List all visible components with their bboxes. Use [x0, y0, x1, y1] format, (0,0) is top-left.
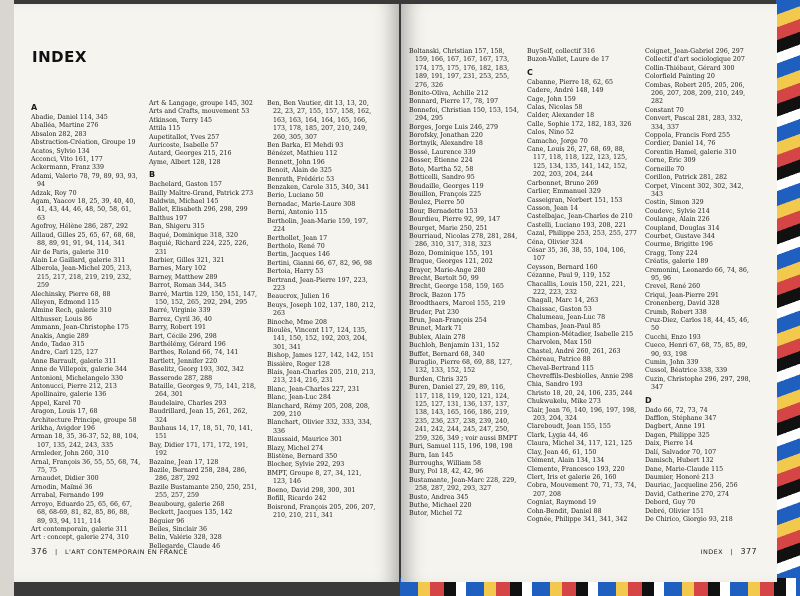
page-number: 377: [740, 547, 757, 556]
index-entry: Buffet, Bernard 68, 340: [409, 350, 485, 358]
index-entry: Ballet, Elisabeth 296, 298, 299: [149, 206, 248, 214]
index-entry: Buren, Daniel 27, 29, 89, 116, 117, 118, 119, 120, 121, 124, 125, 127, 131, 136, 137, 137, 138, 143, 165, 166, 186, 219, 235, 236, 237, 238, 239, 240, 241, 242, 244, 245, 247, 250, 259, 326, 349 ; voir aussi BMPT: [409, 384, 518, 442]
index-entry: Calder, Alexander 18: [527, 112, 595, 120]
index-entry: Boltanski, Christian 157, 158, 159, 166, 167, 167, 167, 173, 174, 175, 175, 176, 182, 183, 189, 191, 197, 231, 253, 255, 276, 326: [409, 48, 510, 89]
index-entry: Casson, Jean 14: [527, 204, 578, 212]
index-entry: Béguier 96: [149, 517, 185, 525]
index-entry: Bernadac, Marie-Laure 308: [267, 200, 356, 208]
index-entry: Ayme, Albert 128, 128: [149, 158, 221, 166]
index-entry: Costin, Simon 329: [645, 199, 704, 207]
index-entry: BuySelf, collectif 316: [527, 48, 595, 55]
index-entry: Champion-Métadier, Isabelle 215: [527, 331, 634, 338]
index-entry: Calle, Sophie 172, 182, 183, 326: [527, 120, 632, 128]
index-entry: Boeno, David 298, 300, 301: [267, 486, 356, 494]
index-entry: Bertholo, René 70: [267, 242, 325, 250]
index-entry: Arroyo, Eduardo 25, 65, 66, 67, 68, 68-69, 81, 82, 85, 86, 88, 89, 93, 94, 111, 114: [31, 500, 133, 525]
index-entry: Corpet, Vincent 302, 302, 342, 343: [645, 182, 744, 198]
index-entry: Alechinsky, Pierre 68, 88: [31, 290, 111, 298]
index-entry: Bauhaus 14, 17, 18, 51, 70, 141, 151: [149, 425, 253, 441]
index-entry: Coppola, Francis Ford 255: [645, 132, 731, 140]
index-entry: Buri, Samuel 115, 196, 198, 198: [409, 443, 513, 451]
index-entry: Daix, Pierre 14: [645, 440, 694, 448]
index-entry: Cueco, Henri 67, 68, 75, 85, 89, 90, 93, 198: [645, 342, 748, 358]
index-entry: Arts and Crafts, mouvement 53: [149, 108, 250, 116]
index-entry: Armleder, John 260, 310: [31, 450, 109, 458]
index-entry: Abstraction-Création, Groupe 19: [31, 139, 136, 147]
index-entry: Clemente, Francesco 193, 220: [527, 465, 625, 473]
index-entry: Brecht, Bertolt 50, 99: [409, 274, 479, 282]
index-entry: Clair, Jean 76, 140, 196, 197, 198, 203, 204, 324: [527, 406, 637, 423]
index-entry: Brunet, Mark 71: [409, 325, 463, 333]
index-entry: Binoche, Mme 208: [267, 318, 327, 326]
index-entry: Bertoia, Harry 53: [267, 268, 324, 276]
index-entry: Carbonnet, Bruno 269: [527, 179, 599, 187]
index-entry: Cézanne, Paul 9, 119, 152: [527, 272, 611, 280]
index-entry: Blazy, Michel 274: [267, 444, 324, 452]
index-entry: Bouillon, François 225: [409, 190, 482, 198]
index-entry: Blaussaid, Maurice 301: [267, 436, 343, 444]
index-entry: Bataille, Georges 9, 75, 141, 218, 264, 301: [149, 383, 257, 399]
section-letter: D: [645, 395, 652, 405]
running-head: L'ART CONTEMPORAIN EN FRANCE: [65, 548, 188, 556]
index-entry: Chagall, Marc 14, 263: [527, 297, 599, 305]
index-entry: Blistène, Bernard 350: [267, 453, 338, 461]
index-entry: Barney, Matthew 289: [149, 273, 218, 281]
index-entry: Corne, Éric 309: [645, 157, 696, 165]
index-entry: Ben, Ben Vautier, dit 13, 13, 20, 22, 23, 27, 155, 157, 158, 162, 163, 163, 164, 164, 165, 166, 173, 178, 185, 207, 210, 249, 260, 305, 307: [267, 100, 372, 141]
index-entry: Bozo, Dominique 155, 191: [409, 249, 494, 257]
index-entry: Blanc, Jean-Charles 227, 231: [267, 385, 360, 393]
index-entry: Anne Barrault, galerie 311: [31, 357, 117, 365]
index-entry: Crumb, Robert 338: [645, 308, 707, 316]
index-entry: Bour, Bernadette 153: [409, 207, 478, 215]
index-entry: Absalon 282, 283: [31, 130, 87, 138]
index-entry: Chéreau, Patrice 88: [527, 356, 591, 364]
index-entry: Ackermann, Franz 339: [31, 164, 104, 172]
index-entry: Blanc, Jean-Luc 284: [267, 394, 331, 402]
index-entry: Dalí, Salvador 70, 107: [645, 448, 717, 456]
index-entry: Bart, Cécile 296, 298: [149, 332, 217, 340]
index-entry: Cucchi, Enzo 193: [645, 333, 701, 341]
index-entry: Barbier, Gilles 321, 321: [149, 256, 225, 264]
index-entry: Ban, Shigeru 315: [149, 223, 205, 231]
index-entry: Bertini, Gianni 66, 67, 82, 96, 98: [267, 259, 372, 267]
index-entry: Brock, Bazon 175: [409, 291, 466, 299]
right-page: [401, 4, 777, 582]
index-entry: Alberola, Jean-Michel 205, 213, 215, 217, 218, 219, 219, 232, 259: [31, 265, 132, 290]
index-entry: Céna, Olivier 324: [527, 238, 583, 246]
index-entry: Coudevc, Sylvie 214: [645, 207, 710, 215]
index-entry: Air de Paris, galerie 310: [31, 248, 109, 256]
index-entry: Brayer, Marie-Ange 280: [409, 266, 486, 274]
index-entry: Burroughs, William 58: [409, 459, 482, 467]
index-entry: Art & Langage, groupe 145, 302: [149, 100, 253, 107]
index-entry: Camacho, Jorge 70: [527, 137, 588, 145]
index-entry: Basserode 287, 288: [149, 374, 213, 382]
decorative-background: [776, 0, 800, 596]
index-entry: Aballéa, Martine 276: [31, 122, 99, 130]
index-entry: Cussol, Béatrice 338, 339: [645, 367, 728, 375]
index-entry: Alain Le Gaillard, galerie 311: [31, 256, 126, 264]
index-entry: Courbet, Gustave 344: [645, 232, 715, 240]
index-entry: Arnal, François 36, 55, 55, 68, 74, 75, 75: [31, 458, 141, 475]
index-entry: Blocher, Sylvie 292, 293: [267, 461, 345, 469]
index-entry: Baquié, Richard 224, 225, 226, 231: [149, 240, 249, 256]
left-index-columns: [31, 100, 377, 551]
index-entry: Anakis, Angie 289: [31, 332, 89, 340]
index-entry: BMPT, Groupe 8, 27, 34, 121, 123, 146: [267, 469, 362, 486]
index-entry: Barnes, Mary 102: [149, 265, 207, 273]
index-entry: Adami, Valerio 78, 79, 89, 93, 93, 94: [31, 172, 138, 189]
index-entry: Beaubourg, galerie 268: [149, 500, 225, 508]
index-entry: Ben Barka, El Mehdi 93: [267, 142, 344, 150]
running-head: INDEX: [700, 548, 723, 556]
index-entry: Bishop, James 127, 142, 142, 151: [267, 352, 375, 360]
index-entry: Ammann, Jean-Christophe 175: [31, 324, 129, 332]
right-footer: [701, 547, 757, 556]
index-entry: Bonnard, Pierre 17, 78, 197: [409, 98, 499, 106]
index-entry: Butor, Michel 72: [409, 510, 463, 518]
index-entry: Castelli, Luciano 193, 208, 221: [527, 221, 627, 229]
index-entry: Cane, Louis 26, 27, 68, 69, 88, 117, 118, 118, 122, 123, 125, 125, 134, 135, 141, 142, 152, 202, 203, 204, 244: [527, 146, 628, 179]
index-entry: Corillon, Patrick 281, 282: [645, 174, 728, 182]
index-entry: Castelbajac, Jean-Charles de 210: [527, 213, 633, 221]
section-letter: B: [149, 170, 156, 180]
index-entry: Carlier, Emmanuel 329: [527, 188, 601, 196]
index-entry: Charvolen, Max 150: [527, 339, 592, 347]
index-entry: Blanchard, Rémy 205, 208, 208, 209, 210: [267, 402, 370, 419]
index-entry: Berthollet, Jean 17: [267, 234, 328, 242]
page-number: 376: [31, 547, 48, 556]
index-entry: Bourget, Marie 250, 251: [409, 224, 488, 232]
index-entry: Baldwin, Michael 145: [149, 198, 219, 206]
left-page: [14, 4, 399, 582]
index-entry: Criqui, Jean-Pierre 291: [645, 291, 719, 299]
index-entry: Braque, Georges 121, 202: [409, 258, 493, 266]
index-entry: Beuys, Joseph 102, 137, 180, 212, 263: [267, 301, 376, 318]
index-entry: Créatis, galerie 189: [645, 258, 709, 266]
index-column: [409, 48, 519, 524]
index-entry: Bertrand, Jean-Pierre 197, 223, 223: [267, 276, 368, 292]
index-entry: Art contemporain, galerie 311: [31, 525, 128, 533]
index-entry: Bourdieu, Pierre 92, 99, 147: [409, 216, 501, 224]
book-cover-edge: [0, 0, 14, 596]
index-entry: Dane, Marie-Claude 115: [645, 465, 724, 473]
index-entry: Blanchart, Olivier 332, 333, 334, 336: [267, 419, 372, 435]
index-entry: Ceysson, Bernard 160: [527, 263, 598, 271]
index-entry: Burn, Ian 145: [409, 451, 454, 459]
index-entry: Bazaine, Jean 17, 128: [149, 458, 219, 466]
index-entry: Chalumeau, Jean-Luc 78: [527, 314, 606, 322]
index-entry: Ando, Tadao 315: [31, 340, 85, 348]
index-entry: Almine Rech, galerie 310: [31, 307, 112, 315]
index-entry: Cohn-Bendit, Daniel 88: [527, 507, 602, 515]
index-entry: Boudaille, Georges 119: [409, 182, 484, 190]
index-entry: Chastel, André 260, 261, 263: [527, 347, 621, 355]
index-entry: Boulez, Pierre 50: [409, 199, 465, 207]
index-entry: Buchloh, Benjamin 131, 152: [409, 342, 500, 350]
index-entry: Cheval-Bertrand 115: [527, 364, 594, 372]
right-index-columns: [409, 48, 755, 524]
index-entry: Arrabal, Fernando 199: [31, 492, 104, 500]
index-column: [527, 48, 637, 524]
index-entry: Cragg, Tony 224: [645, 249, 698, 257]
index-entry: De Chirico, Giorgio 93, 218: [645, 515, 733, 523]
index-entry: Bioulès, Vincent 117, 124, 135, 141, 150, 152, 192, 203, 204, 301, 341: [267, 326, 368, 351]
index-entry: Dado 66, 72, 73, 74: [645, 406, 708, 414]
index-entry: Acatos, Sylvio 134: [31, 147, 90, 155]
index-entry: Bay, Didier 171, 171, 172, 191, 192: [149, 441, 249, 458]
index-entry: Barrot, Roman 344, 345: [149, 282, 227, 290]
index-entry: Calos, Nino 52: [527, 129, 574, 137]
section-letter: A: [31, 103, 38, 112]
index-entry: Dauriac, Jacqueline 256, 256: [645, 482, 738, 490]
index-entry: Arikha, Avigdor 196: [31, 425, 95, 433]
index-entry: Chukwukelu, Mike 273: [527, 398, 601, 406]
index-entry: Attila 115: [149, 125, 181, 133]
index-entry: Debré, Olivier 151: [645, 507, 705, 515]
index-entry: Bury, Pol 18, 42, 42, 96: [409, 468, 484, 476]
index-entry: Courme, Brigitte 196: [645, 241, 713, 249]
index-entry: Coupland, Douglas 314: [645, 224, 720, 232]
index-entry: Bissière, Roger 128: [267, 360, 330, 368]
index-entry: Bonnefoi, Christian 150, 153, 154, 294, 295: [409, 106, 519, 123]
index-entry: Barry, Robert 191: [149, 324, 206, 332]
index-column: [267, 100, 377, 551]
index-entry: Antonucci, Pierre 212, 213: [31, 383, 117, 390]
index-entry: César 35, 36, 38, 55, 104, 106, 107: [527, 246, 626, 263]
index-entry: Calas, Nicolas 58: [527, 104, 583, 112]
index-entry: Bailly Maître-Grand, Patrick 273: [149, 189, 254, 197]
index-entry: Brecht, George 158, 159, 165: [409, 283, 504, 291]
index-entry: Bénézet, Mathieu 112: [267, 150, 338, 158]
index-entry: Bonito-Oliva, Achille 212: [409, 90, 489, 98]
index-entry: Benzaken, Carole 315, 340, 341: [267, 184, 370, 192]
index-entry: Barré, Martin 129, 150, 151, 147, 150, 152, 265, 292, 294, 295: [149, 290, 258, 306]
index-entry: Collectif d'art sociologique 207: [645, 56, 745, 64]
index-entry: Clert, Iris et galerie 26, 160: [527, 473, 617, 481]
index-entry: Damisch, Hubert 132: [645, 457, 714, 465]
index-entry: Barré, Virginie 339: [149, 307, 211, 315]
index-entry: Bertin, Jacques 146: [267, 251, 330, 259]
index-entry: Art : concept, galerie 274, 310: [31, 534, 129, 542]
index-entry: Chambas, Jean-Paul 85: [527, 322, 601, 330]
index-entry: Baqué, Dominique 318, 320: [149, 231, 238, 239]
index-entry: Arman 18, 35, 36-37, 52, 88, 104, 107, 135, 242, 243, 335: [31, 433, 139, 449]
index-entry: Convert, Pascal 281, 283, 332, 334, 337: [645, 115, 743, 131]
index-entry: Agam, Yaacov 18, 25, 39, 40, 40, 41, 43, 44, 46, 48, 50, 58, 61, 63: [31, 198, 136, 222]
index-entry: Bazile, Bernard 258, 284, 286, 286, 287, 292: [149, 467, 247, 483]
index-entry: Cadere, André 148, 149: [527, 87, 604, 95]
index-entry: Cogniat, Raymond 19: [527, 499, 597, 507]
index-entry: Corentin Hamel, galerie 310: [645, 148, 737, 156]
index-entry: Architecture Principe, groupe 58: [31, 416, 137, 424]
index-entry: Benoit, Alain de 325: [267, 167, 332, 175]
index-entry: Autard, Georges 215, 216: [149, 150, 232, 158]
index-entry: Beckett, Jacques 135, 142: [149, 509, 233, 517]
index-entry: Aupetitallot, Yves 257: [149, 133, 220, 141]
index-entry: Agofroy, Hélène 286, 287, 292: [31, 223, 129, 231]
index-entry: Adzak, Roy 70: [31, 189, 77, 197]
index-entry: Apollinaire, galerie 136: [31, 391, 107, 399]
section-letter: C: [527, 67, 533, 77]
index-entry: Buthe, Michael 220: [409, 501, 472, 509]
index-entry: Cordier, Daniel 14, 76: [645, 140, 716, 148]
index-entry: Coulange, Alain 226: [645, 216, 710, 224]
index-entry: Casseigran, Norbert 151, 153: [527, 196, 623, 204]
index-entry: Collin-Thiébaut, Gérard 300: [645, 64, 735, 72]
index-entry: Crevel, René 260: [645, 283, 701, 291]
index-entry: Alleyen, Edmond 115: [31, 298, 100, 306]
index-entry: Boisrond, François 205, 206, 207, 210, 210, 211, 341: [267, 503, 376, 519]
index-entry: Cumin, John 339: [645, 359, 699, 367]
index-entry: Clément, Alain 134, 134: [527, 457, 605, 465]
footer-separator: |: [54, 548, 58, 556]
index-entry: Abadie, Daniel 114, 345: [31, 114, 108, 121]
index-entry: Acconci, Vito 161, 177: [31, 156, 103, 164]
index-entry: Auricoste, Isabelle 57: [149, 142, 219, 150]
index-entry: Broodthaers, Marcel 155, 219: [409, 300, 506, 308]
index-entry: Brun, Jean-François 254: [409, 317, 487, 324]
index-entry: Chevreffils-Desbiolles, Annie 298: [527, 373, 634, 381]
index-entry: Aragon, Louis 17, 68: [31, 408, 98, 416]
index-entry: Chaissac, Gaston 53: [527, 305, 592, 313]
index-entry: Boto, Martha 52, 58: [409, 165, 474, 173]
index-entry: Bartlett, Jennifer 220: [149, 357, 218, 365]
index-entry: Bortnyik, Alexandre 18: [409, 140, 483, 148]
index-entry: Debord, Guy 70: [645, 499, 696, 507]
index-column: [149, 100, 259, 551]
index-entry: Botticelli, Sandro 95: [409, 174, 475, 182]
index-entry: Appel, Karel 70: [31, 399, 81, 407]
index-entry: Barthélémy, Gérard 196: [149, 340, 226, 348]
index-entry: Baudrillard, Jean 15, 261, 262, 324: [149, 408, 248, 424]
index-entry: Cruz-Diez, Carlos 18, 44, 45, 46, 50: [645, 317, 750, 333]
index-entry: Cobra, Mouvement 70, 71, 73, 74, 207, 208: [527, 482, 637, 498]
index-entry: Chia, Sandro 193: [527, 381, 583, 389]
index-entry: Cazal, Philippe 253, 253, 255, 277: [527, 230, 637, 238]
index-entry: Daumier, Honoré 213: [645, 473, 714, 481]
index-entry: Andre, Carl 125, 127: [31, 349, 99, 357]
index-column: [645, 48, 755, 524]
index-entry: Bublex, Alain 278: [409, 333, 466, 341]
index-entry: Belin, Valérie 328, 328: [149, 534, 222, 542]
index-entry: Clark, Lygia 44, 46: [527, 431, 588, 439]
left-footer: [31, 547, 188, 556]
index-entry: Arnodin, Maïmé 36: [31, 483, 93, 491]
index-entry: Burden, Chris 325: [409, 375, 468, 383]
index-entry: Constant 70: [645, 106, 684, 114]
index-entry: Baselitz, Georg 193, 302, 342: [149, 366, 244, 374]
index-entry: Baudelaire, Charles 293: [149, 399, 227, 407]
index-entry: Bennett, John 196: [267, 158, 325, 166]
index-entry: Cognée, Philippe 341, 341, 342: [527, 515, 628, 523]
index-entry: Claura, Michel 34, 117, 121, 125: [527, 440, 633, 448]
index-entry: Clay, Jean 46, 61, 150: [527, 448, 597, 456]
index-entry: Bellegarde, Claude 46: [149, 542, 221, 550]
index-entry: Cronenberg, David 328: [645, 300, 720, 308]
index-entry: Blais, Jean-Charles 205, 210, 213, 213, 214, 216, 231: [267, 369, 376, 385]
index-entry: Dagen, Philippe 325: [645, 431, 710, 439]
index-entry: Bruder, Pat 230: [409, 308, 460, 316]
index-entry: Balthus 197: [149, 214, 188, 222]
index-entry: Busto, Andrea 345: [409, 493, 469, 501]
index-entry: Cabanne, Pierre 18, 62, 65: [527, 78, 613, 86]
index-entry: Dafflon, Stéphane 347: [645, 415, 717, 423]
index-entry: Bossé, Laurence 339: [409, 148, 476, 156]
index-entry: Bourriaud, Nicolas 278, 281, 284, 286, 310, 317, 318, 323: [409, 232, 518, 249]
index-entry: Christo 18, 20, 24, 106, 235, 244: [527, 389, 633, 397]
index-entry: Combas, Robert 205, 205, 206, 206, 207, 208, 209, 210, 249, 282: [645, 81, 746, 106]
index-column: [31, 100, 141, 551]
index-entry: Barrez, Cyril 36, 40: [149, 315, 212, 323]
index-entry: Chacallis, Louis 150, 221, 221, 222, 223, 232: [527, 280, 626, 296]
index-entry: Beiles, Sinclair 36: [149, 525, 208, 533]
index-entry: Beaucrox, Julien 16: [267, 293, 330, 301]
index-entry: Anne de Villepoix, galerie 344: [31, 366, 128, 374]
index-entry: Bazile Bustamante 250, 250, 251, 255, 257, 259: [149, 483, 257, 500]
page-title: INDEX: [32, 48, 87, 66]
index-entry: Arnaudet, Didier 300: [31, 475, 99, 483]
index-entry: Berio, Luciano 50: [267, 192, 324, 200]
index-entry: Benrath, Frédéric 53: [267, 175, 335, 183]
index-entry: Althusser, Louis 86: [31, 315, 93, 323]
index-entry: Borges, Jorge Luis 246, 279: [409, 123, 499, 131]
index-entry: Borofsky, Jonathan 220: [409, 132, 483, 140]
index-entry: Cremonini, Leonardo 66, 74, 86, 95, 96: [645, 266, 749, 282]
index-entry: Bofill, Ricardo 242: [267, 495, 327, 503]
index-entry: Dagbert, Anne 191: [645, 423, 706, 431]
index-entry: Buraglio, Pierre 68, 69, 88, 127, 132, 133, 152, 152: [409, 359, 513, 375]
index-entry: Berni, Antonio 115: [267, 209, 328, 217]
index-entry: David, Catherine 270, 274: [645, 490, 730, 498]
footer-separator: |: [730, 548, 734, 556]
index-entry: Cage, John 159: [527, 95, 576, 103]
index-entry: Cuzin, Christophe 296, 297, 298, 347: [645, 375, 751, 392]
index-entry: Atkinson, Terry 145: [149, 116, 212, 124]
index-entry: Bertholin, Jean-Marie 159, 197, 224: [267, 217, 369, 234]
index-entry: Bosser, Étienne 224: [409, 157, 473, 165]
index-entry: Coignet, Jean-Gabriel 296, 297: [645, 48, 744, 55]
index-entry: Bustamante, Jean-Marc 228, 229, 258, 287, 292, 293, 327: [409, 476, 517, 493]
index-entry: Antonioni, Michelangelo 330: [31, 374, 124, 382]
index-entry: Aillaud, Gilles 25, 65, 67, 68, 68, 88, 89, 91, 91, 94, 114, 341: [31, 231, 136, 248]
index-entry: Clareboudt, Jean 155, 155: [527, 423, 611, 431]
index-entry: Buzon-Vallet, Laure de 17: [527, 56, 610, 64]
index-entry: Corneille 70: [645, 165, 685, 173]
index-entry: Barthes, Roland 66, 74, 141: [149, 349, 239, 357]
index-entry: Colorfield Painting 20: [645, 73, 715, 81]
index-entry: Bachelard, Gaston 157: [149, 181, 222, 189]
